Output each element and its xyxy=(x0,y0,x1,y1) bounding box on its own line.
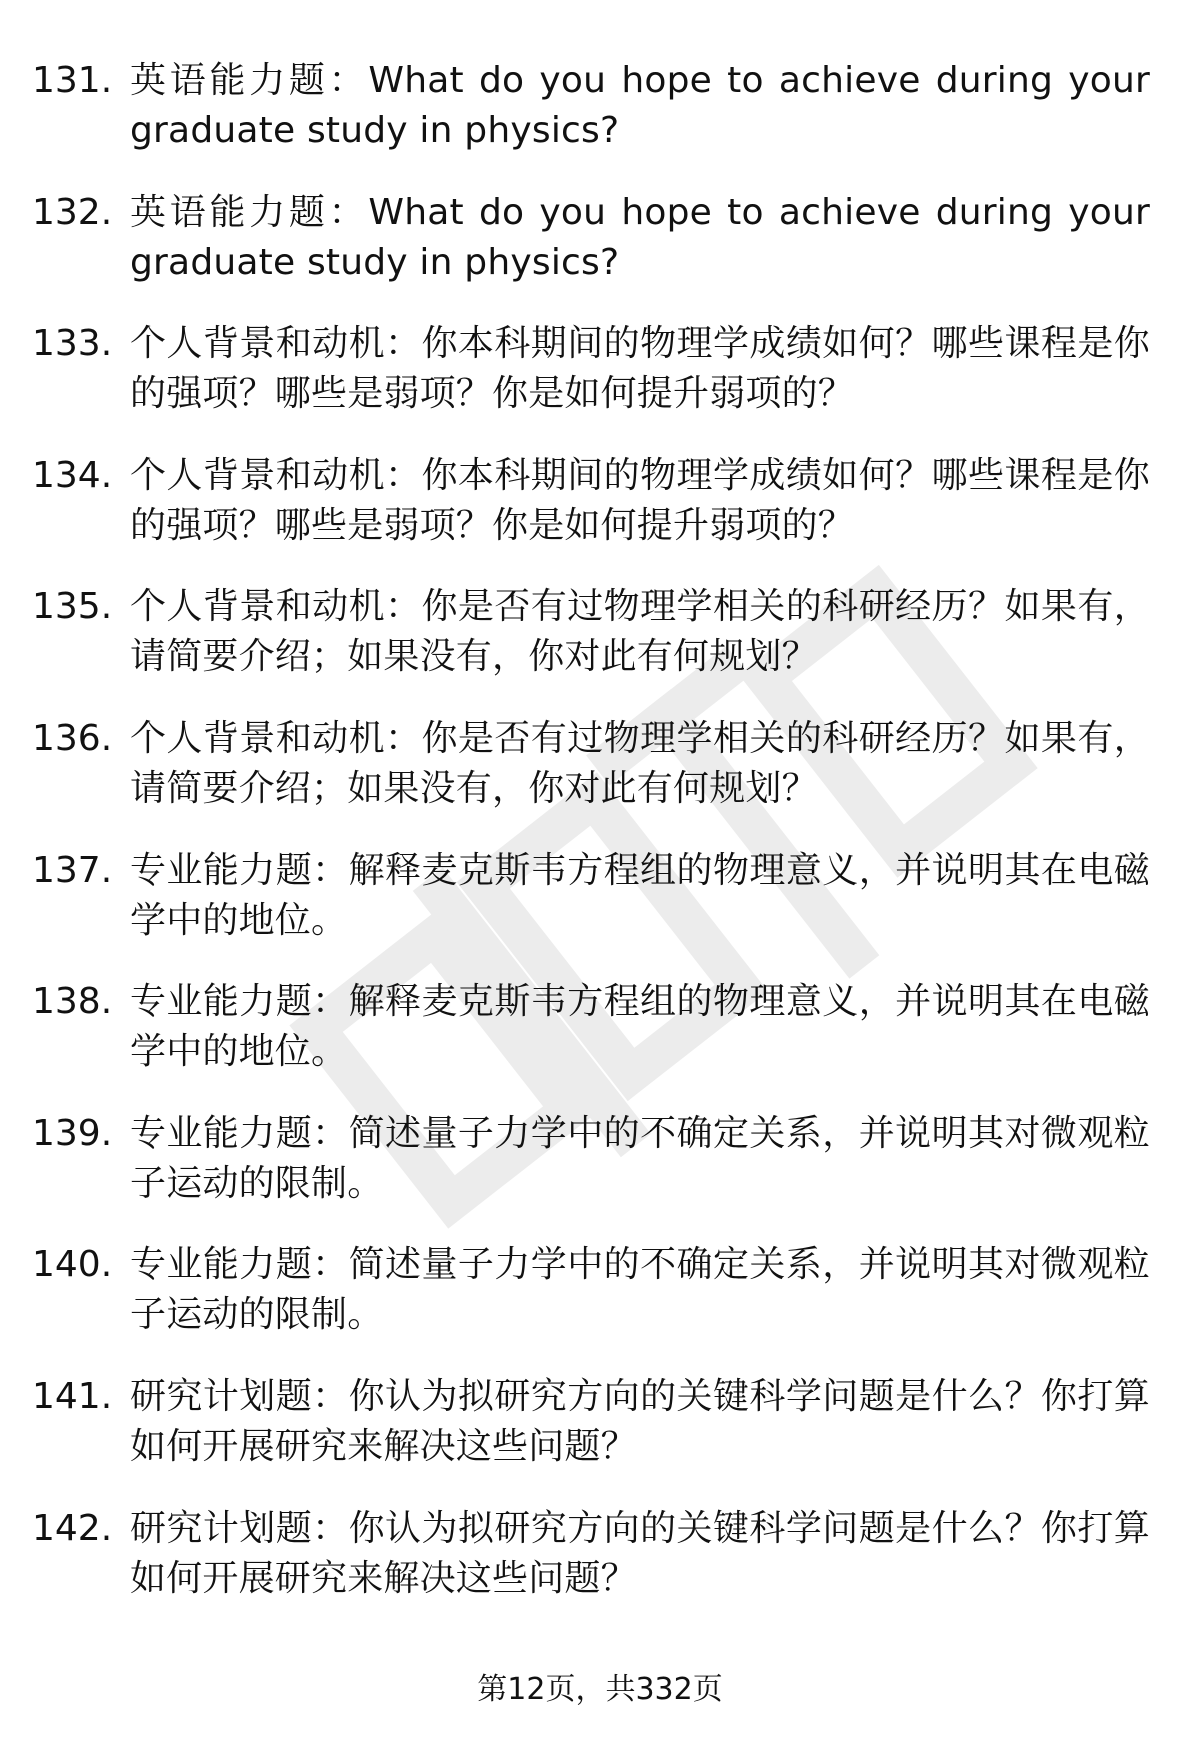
question-number: 141. xyxy=(32,1375,113,1417)
question-text: 英语能力题：What do you hope to achieve during your graduate study in physics? xyxy=(130,191,1150,283)
question-list xyxy=(0,56,1200,1635)
question-text: 专业能力题：简述量子力学中的不确定关系，并说明其对微观粒子运动的限制。 xyxy=(130,1112,1150,1204)
question-number: 142. xyxy=(32,1507,113,1549)
question-number: 138. xyxy=(32,981,113,1023)
question-number: 134. xyxy=(32,454,113,496)
page-footer: 第12页，共332页 xyxy=(477,1672,723,1707)
list-item xyxy=(0,1372,1200,1504)
question-text: 个人背景和动机：你是否有过物理学相关的科研经历？如果有，请简要介绍；如果没有，你对此有何规划？ xyxy=(130,586,1150,678)
question-text: 专业能力题：解释麦克斯韦方程组的物理意义，并说明其在电磁学中的地位。 xyxy=(130,849,1150,941)
question-number: 132. xyxy=(32,191,113,233)
list-item xyxy=(0,451,1200,583)
list-item xyxy=(0,1240,1200,1372)
list-item xyxy=(0,846,1200,978)
list-item xyxy=(0,1109,1200,1241)
list-item xyxy=(0,714,1200,846)
question-number: 136. xyxy=(32,717,113,759)
list-item xyxy=(0,319,1200,451)
question-number: 139. xyxy=(32,1112,113,1154)
question-number: 140. xyxy=(32,1244,113,1286)
list-item xyxy=(0,582,1200,714)
question-text: 研究计划题：你认为拟研究方向的关键科学问题是什么？你打算如何开展研究来解决这些问题？ xyxy=(130,1507,1150,1599)
question-number: 133. xyxy=(32,323,113,365)
question-text: 专业能力题：解释麦克斯韦方程组的物理意义，并说明其在电磁学中的地位。 xyxy=(130,981,1150,1073)
question-number: 131. xyxy=(32,60,113,101)
list-item xyxy=(0,188,1200,320)
question-text: 研究计划题：你认为拟研究方向的关键科学问题是什么？你打算如何开展研究来解决这些问题？ xyxy=(130,1375,1150,1467)
question-text: 个人背景和动机：你本科期间的物理学成绩如何？哪些课程是你的强项？哪些是弱项？你是如何提升弱项的？ xyxy=(130,323,1150,415)
list-item xyxy=(0,1504,1200,1636)
question-number: 135. xyxy=(32,586,113,628)
question-text: 英语能力题：What do you hope to achieve during your graduate study in physics? xyxy=(130,60,1150,151)
list-item xyxy=(0,977,1200,1109)
question-text: 个人背景和动机：你本科期间的物理学成绩如何？哪些课程是你的强项？哪些是弱项？你是如何提升弱项的？ xyxy=(130,454,1150,546)
question-text: 专业能力题：简述量子力学中的不确定关系，并说明其对微观粒子运动的限制。 xyxy=(130,1244,1150,1336)
list-item xyxy=(0,56,1200,188)
question-text: 个人背景和动机：你是否有过物理学相关的科研经历？如果有，请简要介绍；如果没有，你对此有何规划？ xyxy=(130,717,1150,809)
question-number: 137. xyxy=(32,849,113,891)
